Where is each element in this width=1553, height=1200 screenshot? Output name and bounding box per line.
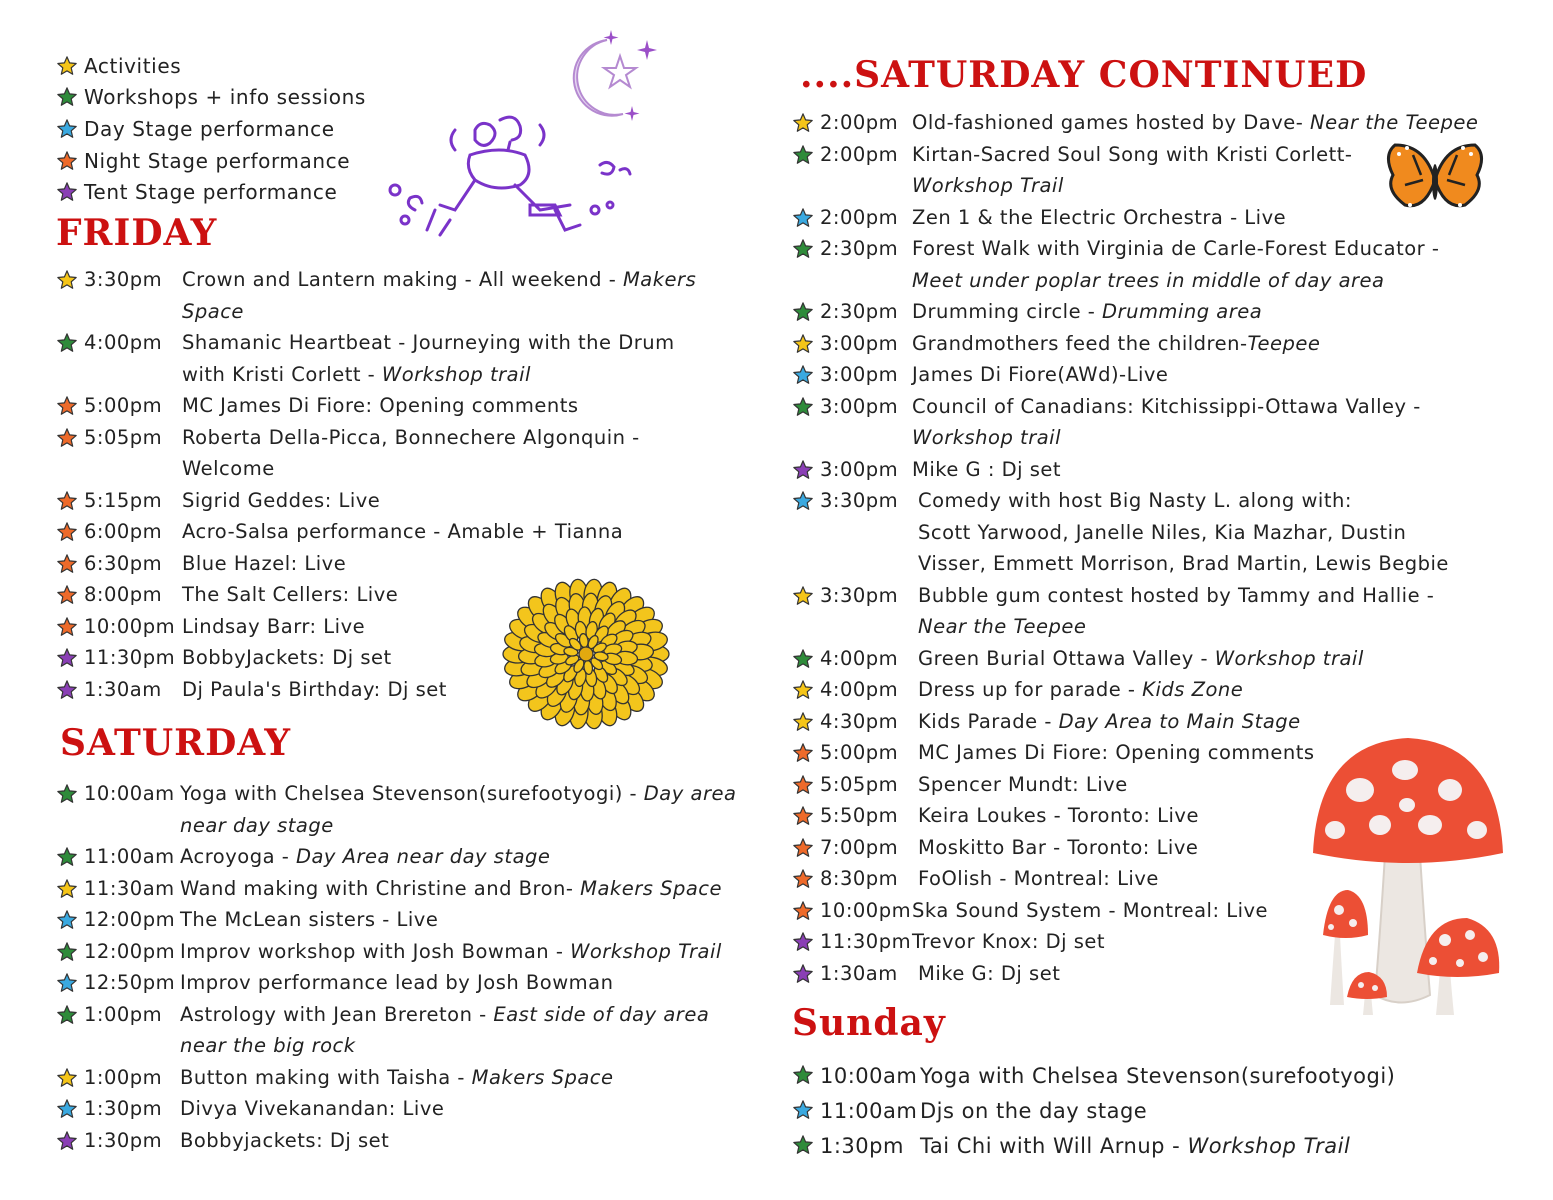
event-title: Scott Yarwood, Janelle Niles, Kia Mazhar, Dustin bbox=[918, 520, 1407, 544]
orange-star-icon bbox=[56, 490, 78, 512]
saturday-continued-heading: ....SATURDAY CONTINUED bbox=[800, 54, 1368, 96]
event-title: Blue Hazel: Live bbox=[182, 551, 347, 575]
schedule-item bbox=[56, 390, 696, 422]
legend bbox=[56, 50, 366, 208]
schedule-item bbox=[56, 999, 736, 1062]
schedule-item bbox=[792, 1094, 1395, 1129]
purple-star-icon bbox=[792, 931, 814, 953]
event-location: Workshop Trail bbox=[570, 939, 722, 963]
orange-star-icon bbox=[56, 427, 78, 449]
saturday-events bbox=[56, 778, 736, 1156]
event-location: Makers Space bbox=[580, 876, 723, 900]
blue-star-icon bbox=[56, 1098, 78, 1120]
yellow-star-icon bbox=[56, 878, 78, 900]
event-title: Welcome bbox=[182, 457, 275, 480]
schedule-item bbox=[792, 454, 1478, 486]
schedule-item bbox=[792, 1129, 1395, 1164]
event-location: near day stage bbox=[180, 813, 334, 837]
legend-label: Workshops + info sessions bbox=[84, 85, 366, 110]
butterfly-illustration bbox=[1385, 140, 1485, 220]
dj-doodle-illustration bbox=[375, 110, 665, 250]
purple-star-icon bbox=[792, 963, 814, 985]
event-time: 5:00pm bbox=[820, 741, 899, 764]
orange-star-icon bbox=[56, 553, 78, 575]
purple-star-icon bbox=[56, 647, 78, 669]
event-time: 5:15pm bbox=[84, 488, 163, 512]
yellow-star-icon bbox=[792, 585, 814, 607]
event-title: Drumming circle - bbox=[912, 300, 1103, 323]
event-location: Meet under poplar trees in middle of day area bbox=[912, 268, 1385, 292]
green-star-icon bbox=[792, 301, 814, 323]
event-time: 10:00pm bbox=[820, 898, 912, 922]
event-title: Spencer Mundt: Live bbox=[918, 772, 1128, 796]
orange-star-icon bbox=[792, 742, 814, 764]
schedule-item bbox=[56, 422, 696, 485]
event-title: Improv performance lead by Josh Bowman bbox=[180, 971, 614, 994]
schedule-item bbox=[56, 1093, 736, 1125]
event-title: Comedy with host Big Nasty L. along with: bbox=[918, 489, 1352, 512]
event-time: 5:00pm bbox=[84, 394, 163, 417]
blue-star-icon bbox=[56, 909, 78, 931]
green-star-icon bbox=[56, 941, 78, 963]
saturday-heading: SATURDAY bbox=[60, 722, 292, 764]
green-star-icon bbox=[792, 238, 814, 260]
event-title: Council of Canadians: Kitchissippi-Ottawa Valley - bbox=[912, 394, 1421, 418]
orange-star-icon bbox=[56, 395, 78, 417]
green-star-icon bbox=[56, 1004, 78, 1026]
event-time: 2:30pm bbox=[820, 237, 899, 260]
event-time: 3:30pm bbox=[84, 268, 163, 291]
event-location: Workshop Trail bbox=[912, 174, 1064, 197]
schedule-item bbox=[792, 580, 1478, 643]
event-title: Acro-Salsa performance - Amable + Tianna bbox=[182, 520, 624, 543]
event-title: Acroyoga - bbox=[180, 845, 296, 868]
blue-star-icon bbox=[792, 490, 814, 512]
event-title: Keira Loukes - Toronto: Live bbox=[918, 804, 1199, 827]
event-title: Forest Walk with Virginia de Carle-Forest Educator - bbox=[912, 237, 1440, 260]
yellow-star-icon bbox=[792, 333, 814, 355]
green-star-icon bbox=[56, 86, 78, 108]
event-time: 5:05pm bbox=[820, 772, 899, 796]
schedule-item bbox=[792, 233, 1478, 296]
schedule-item bbox=[792, 328, 1478, 360]
schedule-item bbox=[792, 674, 1478, 706]
event-time: 10:00am bbox=[84, 782, 175, 805]
event-title: Visser, Emmett Morrison, Brad Martin, Lewis Begbie bbox=[918, 552, 1449, 575]
yellow-flower-illustration bbox=[488, 570, 684, 738]
event-title: The McLean sisters - Live bbox=[180, 908, 439, 931]
event-time: 10:00am bbox=[820, 1064, 918, 1088]
green-star-icon bbox=[792, 648, 814, 670]
event-time: 3:00pm bbox=[820, 457, 899, 481]
event-time: 6:00pm bbox=[84, 520, 163, 543]
blue-star-icon bbox=[792, 364, 814, 386]
schedule-item bbox=[56, 778, 736, 841]
event-time: 11:00am bbox=[820, 1099, 918, 1123]
event-time: 8:30pm bbox=[820, 867, 899, 890]
event-title: Lindsay Barr: Live bbox=[182, 614, 366, 638]
legend-item bbox=[56, 113, 366, 145]
schedule-item bbox=[56, 485, 696, 517]
event-location: East side of day area bbox=[493, 1002, 710, 1026]
event-time: 10:00pm bbox=[84, 614, 176, 638]
schedule-item bbox=[792, 202, 1478, 234]
event-title: The Salt Cellers: Live bbox=[182, 583, 399, 606]
event-time: 1:30pm bbox=[820, 1134, 904, 1158]
event-time: 1:30am bbox=[820, 961, 898, 985]
legend-label: Day Stage performance bbox=[84, 116, 335, 141]
event-time: 3:30pm bbox=[820, 489, 899, 512]
blue-star-icon bbox=[56, 118, 78, 140]
legend-label: Tent Stage performance bbox=[84, 180, 338, 205]
event-title: Bubble gum contest hosted by Tammy and Hallie - bbox=[918, 583, 1435, 607]
event-time: 12:00pm bbox=[84, 939, 176, 963]
event-title: Astrology with Jean Brereton - bbox=[180, 1002, 494, 1026]
event-title: Roberta Della-Picca, Bonnechere Algonquin - bbox=[182, 425, 640, 449]
event-title: Bobbyjackets: Dj set bbox=[180, 1128, 390, 1152]
schedule-item bbox=[56, 327, 696, 390]
event-location: Workshop trail bbox=[381, 362, 531, 386]
event-title: Button making with Taisha - bbox=[180, 1065, 472, 1089]
event-title: Divya Vivekanandan: Live bbox=[180, 1097, 445, 1120]
event-location: Makers Space bbox=[471, 1065, 614, 1089]
event-title: Trevor Knox: Dj set bbox=[912, 930, 1106, 953]
event-time: 6:30pm bbox=[84, 551, 163, 575]
legend-item bbox=[56, 82, 366, 114]
event-title: Kids Parade - bbox=[918, 709, 1059, 733]
event-location: Day area bbox=[643, 782, 737, 805]
event-title: with Kristi Corlett - bbox=[182, 362, 382, 386]
event-title: Moskitto Bar - Toronto: Live bbox=[918, 835, 1199, 859]
schedule-item bbox=[792, 1059, 1395, 1094]
orange-star-icon bbox=[792, 774, 814, 796]
schedule-item bbox=[56, 516, 696, 548]
event-title: Mike G: Dj set bbox=[918, 961, 1061, 985]
sunday-heading: Sunday bbox=[792, 1002, 946, 1044]
event-time: 3:00pm bbox=[820, 363, 899, 386]
event-time: 11:30am bbox=[84, 876, 175, 900]
event-location: Kids Zone bbox=[1142, 678, 1244, 701]
schedule-item bbox=[792, 391, 1478, 454]
event-title: Ska Sound System - Montreal: Live bbox=[912, 898, 1269, 922]
event-time: 4:00pm bbox=[84, 331, 163, 354]
blue-star-icon bbox=[792, 1099, 814, 1121]
event-title: Improv workshop with Josh Bowman - bbox=[180, 939, 571, 963]
blue-star-icon bbox=[56, 972, 78, 994]
event-location: Space bbox=[182, 299, 244, 323]
event-time: 1:00pm bbox=[84, 1002, 163, 1026]
green-star-icon bbox=[792, 144, 814, 166]
event-title: Green Burial Ottawa Valley - bbox=[918, 646, 1215, 670]
schedule-item bbox=[792, 706, 1478, 738]
event-title: Zen 1 & the Electric Orchestra - Live bbox=[912, 205, 1287, 229]
event-location: near the big rock bbox=[180, 1034, 356, 1057]
event-title: Yoga with Chelsea Stevenson(surefootyogi) - bbox=[180, 782, 644, 805]
schedule-item bbox=[56, 936, 736, 968]
event-time: 7:00pm bbox=[820, 835, 899, 859]
event-location: Near the Teepee bbox=[1310, 111, 1479, 134]
schedule-item bbox=[792, 485, 1478, 580]
orange-star-icon bbox=[56, 150, 78, 172]
event-time: 3:00pm bbox=[820, 331, 899, 355]
event-location: Near the Teepee bbox=[918, 615, 1087, 638]
event-title: MC James Di Fiore: Opening comments bbox=[918, 741, 1315, 764]
purple-star-icon bbox=[56, 181, 78, 203]
green-star-icon bbox=[56, 783, 78, 805]
event-time: 11:30pm bbox=[820, 930, 912, 953]
event-time: 1:30pm bbox=[84, 1097, 163, 1120]
event-title: James Di Fiore(AWd)-Live bbox=[912, 363, 1169, 386]
event-time: 5:05pm bbox=[84, 425, 163, 449]
orange-star-icon bbox=[792, 868, 814, 890]
green-star-icon bbox=[792, 1064, 814, 1086]
purple-star-icon bbox=[56, 1130, 78, 1152]
purple-star-icon bbox=[56, 679, 78, 701]
schedule-item bbox=[56, 264, 696, 327]
schedule-item bbox=[792, 107, 1478, 139]
yellow-star-icon bbox=[56, 269, 78, 291]
event-title: Crown and Lantern making - All weekend - bbox=[182, 268, 623, 291]
schedule-item bbox=[56, 904, 736, 936]
event-time: 3:30pm bbox=[820, 583, 899, 607]
orange-star-icon bbox=[792, 805, 814, 827]
event-location: Teepee bbox=[1247, 331, 1321, 355]
yellow-star-icon bbox=[792, 679, 814, 701]
event-title: Yoga with Chelsea Stevenson(surefootyogi) bbox=[920, 1064, 1396, 1088]
event-title: Grandmothers feed the children- bbox=[912, 331, 1248, 355]
event-location: Day Area to Main Stage bbox=[1058, 709, 1301, 733]
schedule-item bbox=[792, 643, 1478, 675]
green-star-icon bbox=[56, 846, 78, 868]
blue-star-icon bbox=[792, 207, 814, 229]
event-time: 2:00pm bbox=[820, 205, 899, 229]
legend-item bbox=[56, 50, 366, 82]
event-time: 11:00am bbox=[84, 845, 175, 868]
event-time: 12:50pm bbox=[84, 971, 176, 994]
orange-star-icon bbox=[56, 584, 78, 606]
event-location: Workshop trail bbox=[1214, 646, 1364, 670]
event-title: Sigrid Geddes: Live bbox=[182, 488, 381, 512]
legend-label: Night Stage performance bbox=[84, 148, 351, 173]
schedule-item bbox=[792, 359, 1478, 391]
event-title: Wand making with Christine and Bron- bbox=[180, 876, 581, 900]
event-title: BobbyJackets: Dj set bbox=[182, 646, 392, 669]
green-star-icon bbox=[792, 1134, 814, 1156]
legend-item bbox=[56, 145, 366, 177]
event-title: Dj Paula's Birthday: Dj set bbox=[182, 677, 447, 701]
schedule-item bbox=[792, 139, 1478, 202]
event-location: Workshop trail bbox=[912, 426, 1061, 449]
schedule-item bbox=[56, 1125, 736, 1157]
schedule-item bbox=[56, 967, 736, 999]
orange-star-icon bbox=[56, 616, 78, 638]
legend-item bbox=[56, 176, 366, 208]
schedule-item bbox=[56, 873, 736, 905]
event-title: Djs on the day stage bbox=[920, 1099, 1148, 1123]
event-title: FoOlish - Montreal: Live bbox=[918, 867, 1159, 890]
event-time: 1:30pm bbox=[84, 1128, 163, 1152]
yellow-star-icon bbox=[792, 711, 814, 733]
event-location: Makers bbox=[622, 268, 697, 291]
green-star-icon bbox=[792, 396, 814, 418]
event-title: Tai Chi with Will Arnup - bbox=[920, 1134, 1188, 1158]
event-title: Shamanic Heartbeat - Journeying with the Drum bbox=[182, 331, 675, 354]
purple-star-icon bbox=[792, 459, 814, 481]
event-time: 8:00pm bbox=[84, 583, 163, 606]
event-time: 4:30pm bbox=[820, 709, 899, 733]
mushroom-illustration bbox=[1305, 735, 1505, 1020]
orange-star-icon bbox=[792, 900, 814, 922]
event-time: 4:00pm bbox=[820, 678, 899, 701]
event-time: 1:30am bbox=[84, 677, 162, 701]
event-title: Kirtan-Sacred Soul Song with Kristi Corlett- bbox=[912, 142, 1353, 166]
event-time: 1:00pm bbox=[84, 1065, 163, 1089]
event-time: 3:00pm bbox=[820, 394, 899, 418]
event-title: MC James Di Fiore: Opening comments bbox=[182, 394, 579, 417]
yellow-star-icon bbox=[56, 1067, 78, 1089]
schedule-item bbox=[56, 1062, 736, 1094]
legend-label: Activities bbox=[84, 53, 182, 78]
event-time: 4:00pm bbox=[820, 646, 899, 670]
green-star-icon bbox=[56, 332, 78, 354]
event-title: Old-fashioned games hosted by Dave- bbox=[912, 111, 1310, 134]
schedule-item bbox=[56, 841, 736, 873]
event-time: 2:30pm bbox=[820, 300, 899, 323]
event-location: Drumming area bbox=[1102, 300, 1263, 323]
sunday-events bbox=[792, 1059, 1395, 1164]
orange-star-icon bbox=[792, 837, 814, 859]
event-time: 12:00pm bbox=[84, 908, 176, 931]
event-time: 5:50pm bbox=[820, 804, 899, 827]
yellow-star-icon bbox=[792, 112, 814, 134]
yellow-star-icon bbox=[56, 55, 78, 77]
orange-star-icon bbox=[56, 521, 78, 543]
event-location: Day Area near day stage bbox=[295, 845, 551, 868]
event-title: Dress up for parade - bbox=[918, 678, 1143, 701]
event-time: 2:00pm bbox=[820, 111, 899, 134]
event-title: Mike G : Dj set bbox=[912, 457, 1062, 481]
friday-heading: FRIDAY bbox=[56, 212, 218, 254]
event-time: 11:30pm bbox=[84, 646, 176, 669]
schedule-item bbox=[792, 296, 1478, 328]
event-location: Workshop Trail bbox=[1187, 1134, 1351, 1158]
event-time: 2:00pm bbox=[820, 142, 899, 166]
